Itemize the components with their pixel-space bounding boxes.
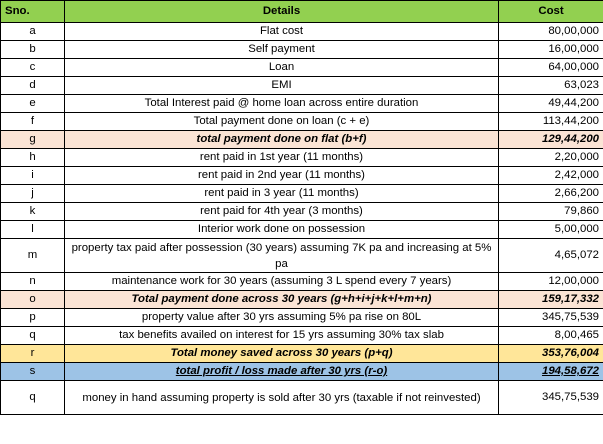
row-cost: 113,44,200 bbox=[499, 113, 603, 131]
row-sno: n bbox=[1, 273, 65, 291]
row-details: rent paid for 4th year (3 months) bbox=[65, 203, 499, 221]
row-details: total payment done on flat (b+f) bbox=[65, 131, 499, 149]
row-sno: c bbox=[1, 59, 65, 77]
row-cost: 5,00,000 bbox=[499, 221, 603, 239]
row-details: EMI bbox=[65, 77, 499, 95]
header-details: Details bbox=[65, 1, 499, 23]
row-cost: 345,75,539 bbox=[499, 381, 603, 415]
row-sno: p bbox=[1, 309, 65, 327]
row-cost: 79,860 bbox=[499, 203, 603, 221]
row-sno: r bbox=[1, 345, 65, 363]
row-details: Loan bbox=[65, 59, 499, 77]
row-sno: b bbox=[1, 41, 65, 59]
row-sno: g bbox=[1, 131, 65, 149]
row-cost: 2,66,200 bbox=[499, 185, 603, 203]
row-sno: l bbox=[1, 221, 65, 239]
row-sno: q bbox=[1, 381, 65, 415]
row-sno: i bbox=[1, 167, 65, 185]
row-cost: 159,17,332 bbox=[499, 291, 603, 309]
table-row bbox=[1, 41, 603, 59]
row-sno: j bbox=[1, 185, 65, 203]
row-sno: a bbox=[1, 23, 65, 41]
row-sno: o bbox=[1, 291, 65, 309]
table-row bbox=[1, 23, 603, 41]
row-cost: 345,75,539 bbox=[499, 309, 603, 327]
row-details: Total Interest paid @ home loan across entire duration bbox=[65, 95, 499, 113]
row-sno: s bbox=[1, 363, 65, 381]
table-row bbox=[1, 273, 603, 291]
row-cost: 353,76,004 bbox=[499, 345, 603, 363]
row-cost: 64,00,000 bbox=[499, 59, 603, 77]
row-sno: f bbox=[1, 113, 65, 131]
table-row-total-payment-30-years bbox=[1, 291, 603, 309]
table-row bbox=[1, 327, 603, 345]
row-cost: 8,00,465 bbox=[499, 327, 603, 345]
header-sno: Sno. bbox=[1, 1, 65, 23]
table-row bbox=[1, 77, 603, 95]
row-details: Interior work done on possession bbox=[65, 221, 499, 239]
row-details: Flat cost bbox=[65, 23, 499, 41]
row-details: property value after 30 yrs assuming 5% pa rise on 80L bbox=[65, 309, 499, 327]
row-details: Total money saved across 30 years (p+q) bbox=[65, 345, 499, 363]
table-row bbox=[1, 239, 603, 273]
table-row-total-profit-loss bbox=[1, 363, 603, 381]
row-sno: q bbox=[1, 327, 65, 345]
table-row bbox=[1, 309, 603, 327]
row-details: total profit / loss made after 30 yrs (r-o) bbox=[65, 363, 499, 381]
row-sno: m bbox=[1, 239, 65, 273]
table-row-total-money-saved bbox=[1, 345, 603, 363]
row-details: money in hand assuming property is sold after 30 yrs (taxable if not reinvested) bbox=[65, 381, 499, 415]
row-details: rent paid in 1st year (11 months) bbox=[65, 149, 499, 167]
row-cost: 12,00,000 bbox=[499, 273, 603, 291]
header-row bbox=[1, 1, 603, 23]
row-details: tax benefits availed on interest for 15 yrs assuming 30% tax slab bbox=[65, 327, 499, 345]
row-details: rent paid in 2nd year (11 months) bbox=[65, 167, 499, 185]
table-row bbox=[1, 203, 603, 221]
row-cost: 129,44,200 bbox=[499, 131, 603, 149]
row-cost: 16,00,000 bbox=[499, 41, 603, 59]
row-details: rent paid in 3 year (11 months) bbox=[65, 185, 499, 203]
row-sno: k bbox=[1, 203, 65, 221]
row-cost: 63,023 bbox=[499, 77, 603, 95]
row-details: Self payment bbox=[65, 41, 499, 59]
table-row bbox=[1, 185, 603, 203]
row-cost: 194,58,672 bbox=[499, 363, 603, 381]
table-row bbox=[1, 59, 603, 77]
row-cost: 80,00,000 bbox=[499, 23, 603, 41]
table-row bbox=[1, 221, 603, 239]
row-cost: 49,44,200 bbox=[499, 95, 603, 113]
row-cost: 4,65,072 bbox=[499, 239, 603, 273]
header-cost: Cost bbox=[499, 1, 603, 23]
row-details: maintenance work for 30 years (assuming 3 L spend every 7 years) bbox=[65, 273, 499, 291]
row-cost: 2,20,000 bbox=[499, 149, 603, 167]
table-row-total-flat-payment bbox=[1, 131, 603, 149]
row-details: property tax paid after possession (30 years) assuming 7K pa and increasing at 5% pa bbox=[65, 239, 499, 273]
table-row bbox=[1, 381, 603, 415]
row-sno: h bbox=[1, 149, 65, 167]
row-details: Total payment done on loan (c + e) bbox=[65, 113, 499, 131]
row-cost: 2,42,000 bbox=[499, 167, 603, 185]
row-sno: d bbox=[1, 77, 65, 95]
row-details: Total payment done across 30 years (g+h+i+j+k+l+m+n) bbox=[65, 291, 499, 309]
row-sno: e bbox=[1, 95, 65, 113]
table-row bbox=[1, 167, 603, 185]
table-row bbox=[1, 149, 603, 167]
table-row bbox=[1, 95, 603, 113]
table-row bbox=[1, 113, 603, 131]
